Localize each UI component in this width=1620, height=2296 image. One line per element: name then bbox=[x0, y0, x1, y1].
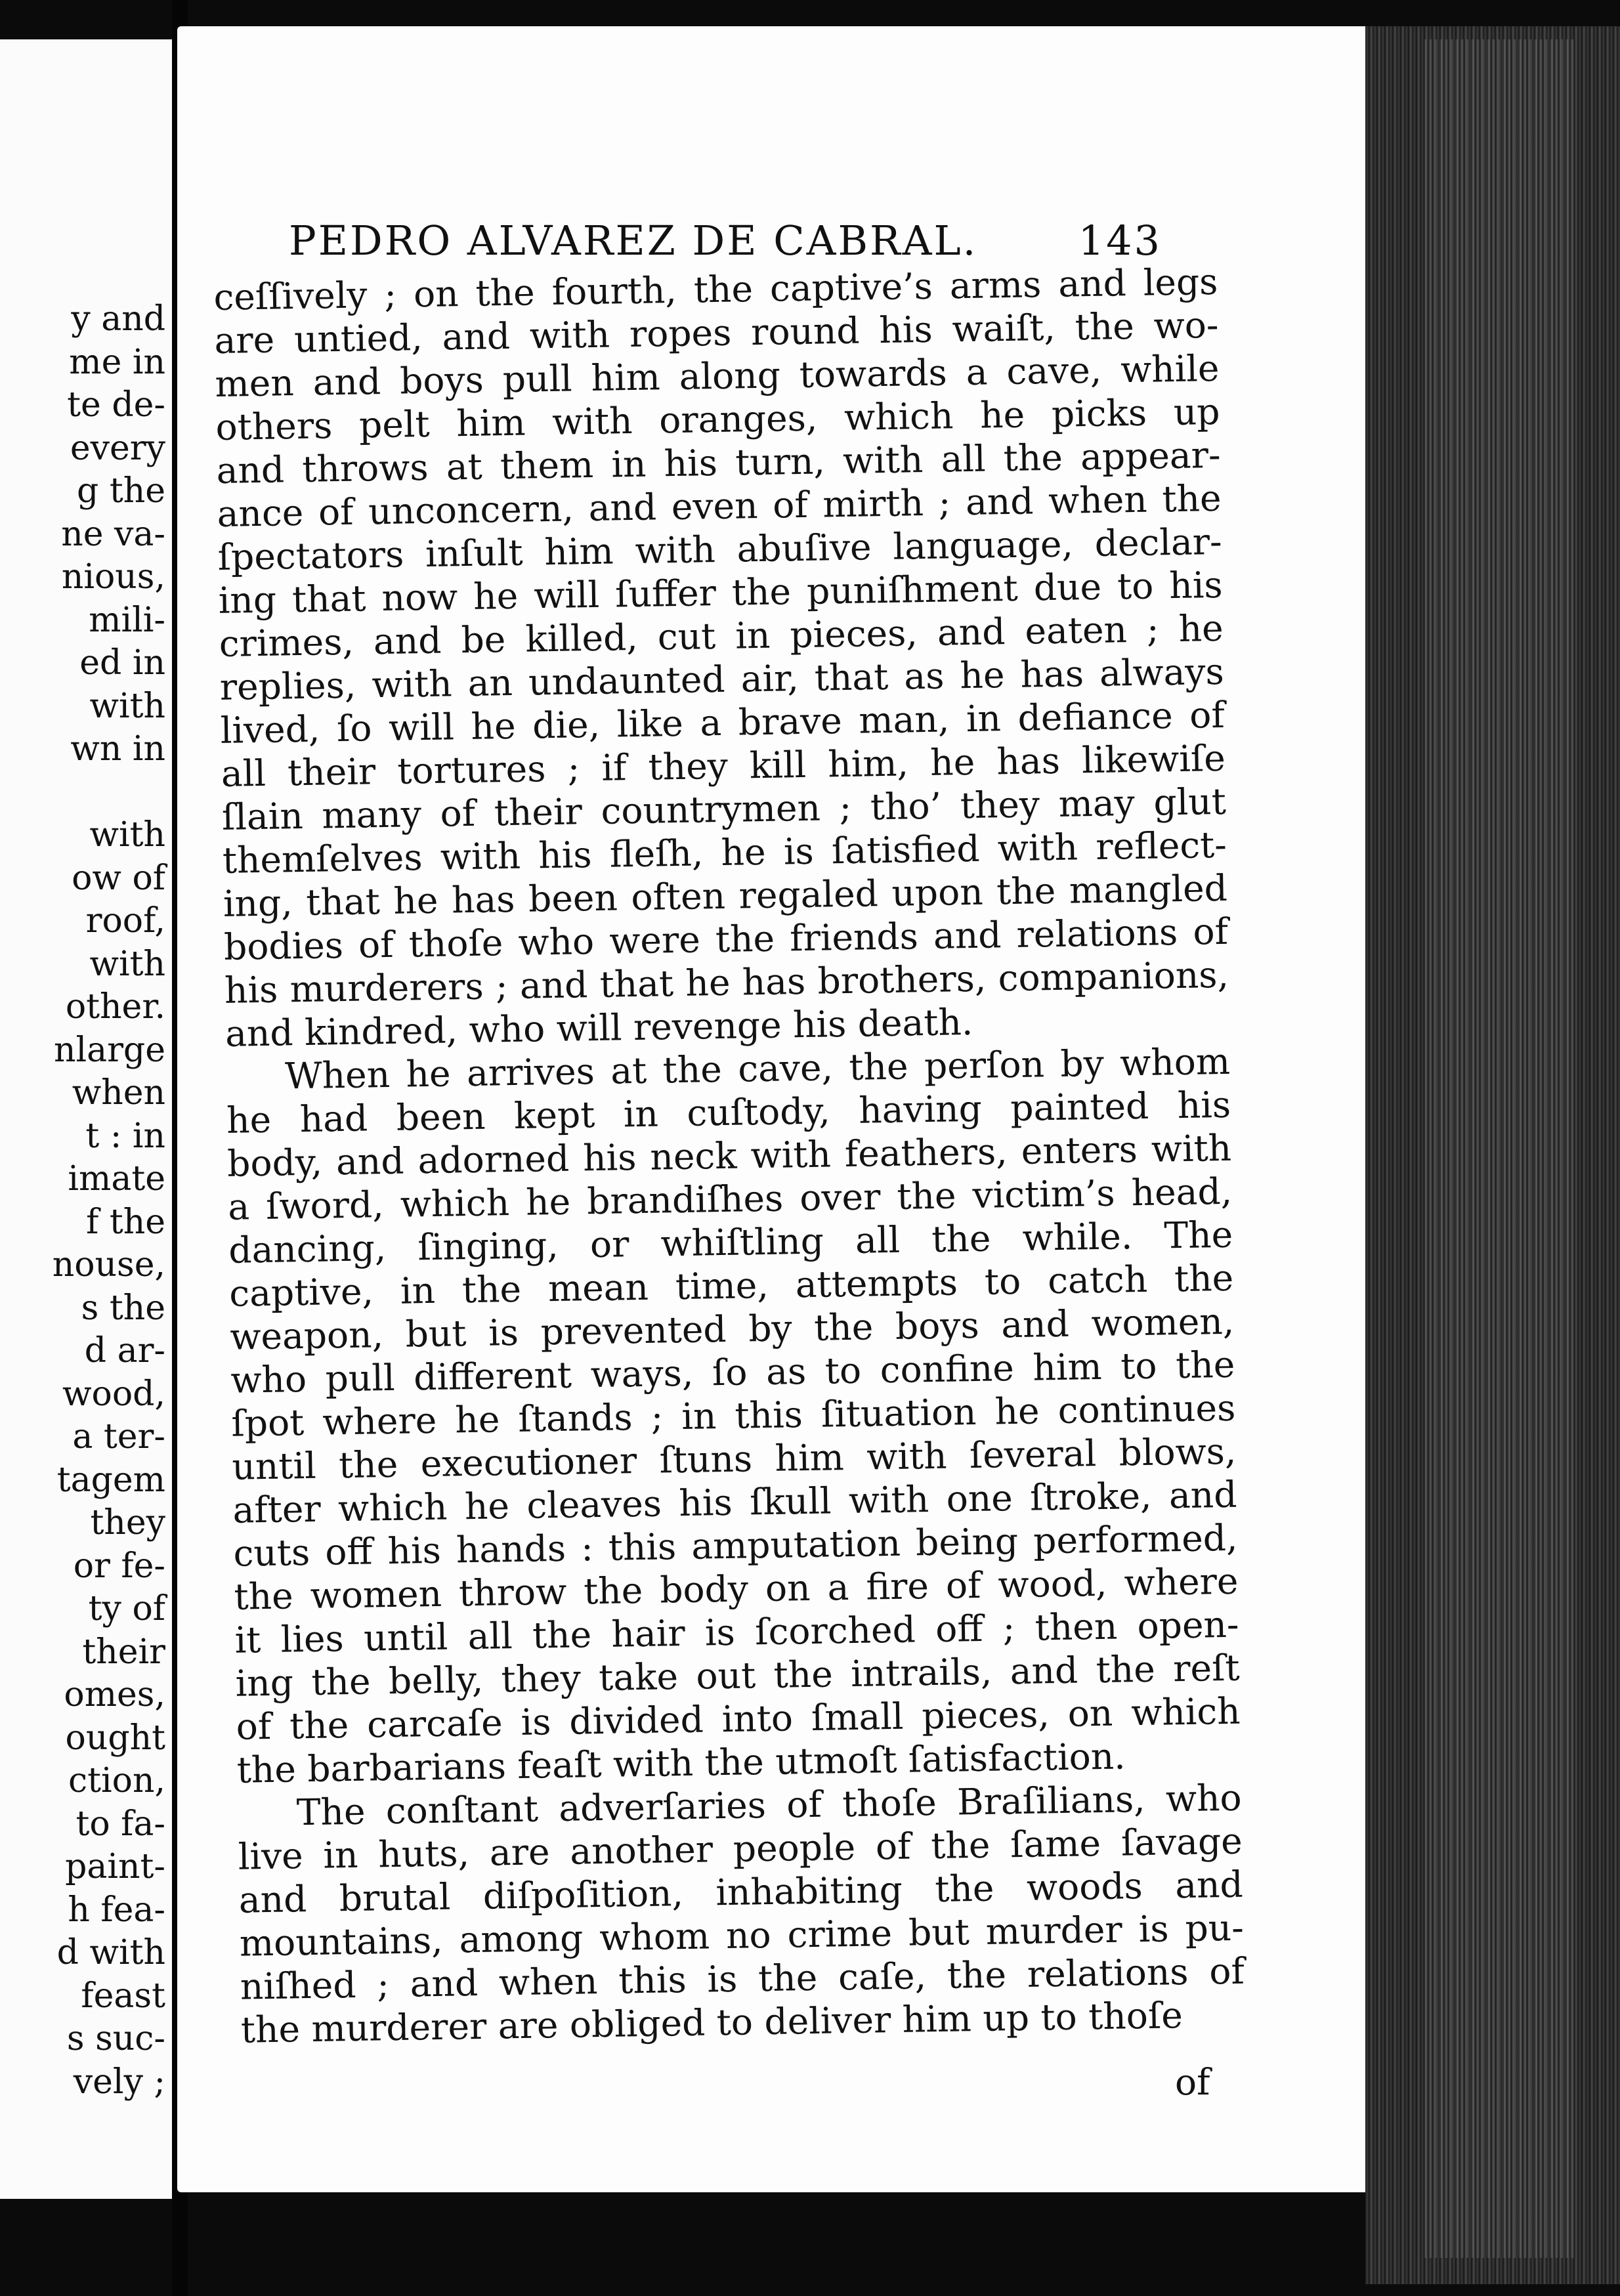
text-line: others pelt him with oranges, which he picks up bbox=[215, 390, 1220, 448]
text-line: and throws at them in his turn, with all the appear- bbox=[216, 433, 1221, 492]
page-number: 143 bbox=[1078, 217, 1162, 265]
left-page-fragment: ne va- bbox=[61, 514, 165, 554]
text-line: he had been kept in cuſtody, having painted his bbox=[226, 1083, 1231, 1141]
text-line: mountains, among whom no crime but murder is pu- bbox=[239, 1906, 1245, 1965]
left-page-fragment: wn in bbox=[70, 729, 165, 769]
text-line: crimes, and be killed, cut in pieces, and eaten ; he bbox=[219, 606, 1224, 665]
left-page-fragment: d ar- bbox=[84, 1331, 165, 1371]
left-page-fragment: paint- bbox=[65, 1847, 165, 1886]
left-facing-page bbox=[0, 39, 172, 2199]
left-page-fragment: their bbox=[82, 1632, 165, 1672]
left-page-fragment: nouse, bbox=[52, 1245, 165, 1285]
left-page-fragment: with bbox=[89, 944, 165, 984]
left-page-fragment: t : in bbox=[85, 1116, 165, 1156]
left-page-fragment: a ter- bbox=[72, 1417, 165, 1456]
left-page-fragment: or fe- bbox=[73, 1546, 165, 1586]
left-page-fragment: te de- bbox=[67, 385, 165, 425]
text-line: ing that now he will ſuffer the puniſhment due to his bbox=[218, 563, 1224, 622]
page-fore-edge-texture bbox=[1424, 39, 1575, 2258]
text-line: ing the belly, they take out the intrails, and the reſt bbox=[235, 1646, 1241, 1705]
left-page-fragment: roof, bbox=[85, 901, 165, 941]
page-header bbox=[289, 217, 1162, 269]
text-line: live in huts, are another people of the ſame ſavage bbox=[238, 1819, 1243, 1878]
left-page-fragment: ction, bbox=[68, 1761, 165, 1800]
left-page-fragment: y and bbox=[71, 299, 165, 339]
text-line: themſelves with his fleſh, he is ſatisfied with reflect- bbox=[222, 823, 1227, 882]
body-text bbox=[213, 260, 1245, 2052]
text-line: lived, ſo will he die, like a brave man, in defiance of bbox=[220, 693, 1226, 752]
text-line: ſpot where he ſtands ; in this ſituation he continues bbox=[230, 1386, 1236, 1445]
left-page-fragment: other. bbox=[65, 987, 165, 1027]
left-page-fragment: feast bbox=[81, 1976, 165, 2016]
left-page-fragment: tagem bbox=[56, 1460, 165, 1500]
left-page-fragment: with bbox=[89, 686, 165, 726]
left-page-fragment: mili- bbox=[89, 600, 165, 640]
left-page-fragment: ought bbox=[65, 1718, 165, 1758]
text-line: ance of unconcern, and even of mirth ; and when the bbox=[217, 477, 1222, 535]
text-line: the barbarians feaſt with the utmoſt ſatisfaction. bbox=[236, 1735, 1126, 1791]
left-page-fragment: ty of bbox=[88, 1589, 165, 1628]
text-line: all their tortures ; if they kill him, he has likewiſe bbox=[221, 736, 1226, 795]
left-page-fragment: every bbox=[70, 428, 165, 468]
left-page-fragment: ow of bbox=[72, 858, 165, 898]
text-line: the murderer are obliged to deliver him up to thoſe bbox=[240, 1994, 1183, 2051]
left-page-fragment: they bbox=[90, 1503, 165, 1542]
text-line: are untied, and with ropes round his waiſt, the wo- bbox=[214, 303, 1219, 362]
text-line: captive, in the mean time, attempts to catch the bbox=[228, 1256, 1234, 1315]
text-line: his murderers ; and that he has brothers, companions, bbox=[224, 953, 1229, 1011]
text-line: the women throw the body on a fire of wood, where bbox=[234, 1560, 1239, 1618]
text-line: bodies of thoſe who were the friends and relations of bbox=[223, 910, 1229, 968]
text-line: weapon, but is prevented by the boys and women, bbox=[229, 1300, 1235, 1358]
text-line: ceſſively ; on the fourth, the captive’s arms and legs bbox=[213, 260, 1218, 318]
catchword: of bbox=[1175, 2061, 1210, 2103]
left-page-fragment: f the bbox=[86, 1202, 165, 1242]
text-line: ſlain many of their countrymen ; tho’ they may glut bbox=[221, 780, 1227, 838]
left-page-fragment: d with bbox=[56, 1933, 165, 1972]
text-line: men and boys pull him along towards a cave, while bbox=[215, 347, 1220, 405]
text-line: ing, that he has been often regaled upon the mangled bbox=[223, 866, 1228, 925]
text-line: and brutal diſpoſition, inhabiting the woods and bbox=[238, 1863, 1244, 1921]
left-page-fragment: omes, bbox=[64, 1675, 165, 1714]
text-line: until the executioner ſtuns him with ſeveral blows, bbox=[232, 1430, 1237, 1488]
text-line: who pull different ways, ſo as to confine him to the bbox=[230, 1343, 1235, 1401]
text-line: ſpectators inſult him with abuſive language, declar- bbox=[217, 520, 1223, 578]
left-page-fragment: s suc- bbox=[66, 2019, 165, 2058]
left-page-fragment: nious, bbox=[61, 557, 165, 597]
text-line: body, and adorned his neck with feathers, enters with bbox=[226, 1126, 1232, 1185]
left-page-fragment: imate bbox=[68, 1159, 165, 1199]
left-page-fragment: wood, bbox=[62, 1374, 165, 1414]
left-page-fragment: me in bbox=[69, 342, 165, 382]
text-line: of the carcaſe is divided into ſmall pieces, on which bbox=[236, 1690, 1241, 1748]
left-page-fragment: h fea- bbox=[68, 1890, 165, 1930]
text-line: When he arrives at the cave, the perſon by whom bbox=[284, 1040, 1231, 1097]
text-line: dancing, ſinging, or whiſtling all the while. The bbox=[228, 1213, 1233, 1271]
left-page-fragment: s the bbox=[81, 1288, 165, 1328]
left-page-fragment: g the bbox=[77, 471, 165, 511]
running-head: PEDRO ALVAREZ DE CABRAL. bbox=[289, 217, 978, 265]
text-line: and kindred, who will revenge his death. bbox=[224, 1000, 973, 1055]
left-page-fragment: ed in bbox=[79, 643, 165, 683]
left-page-fragment: with bbox=[89, 815, 165, 855]
left-page-fragment: vely ; bbox=[73, 2062, 165, 2102]
text-line: a ſword, which he brandiſhes over the victim’s head, bbox=[227, 1170, 1233, 1228]
left-page-fragment: nlarge bbox=[53, 1030, 165, 1070]
text-line: The conſtant adverſaries of thoſe Braſilians, who bbox=[296, 1776, 1243, 1834]
text-line: it lies until all the hair is ſcorched off ; then open- bbox=[234, 1603, 1239, 1661]
left-page-fragment: when bbox=[72, 1073, 165, 1113]
text-line: after which he cleaves his ſkull with one ſtroke, and bbox=[232, 1473, 1237, 1531]
left-page-fragment: to fa- bbox=[75, 1804, 165, 1844]
text-line: replies, with an undaunted air, that as he has always bbox=[219, 650, 1225, 708]
text-line: niſhed ; and when this is the caſe, the relations of bbox=[240, 1949, 1245, 2008]
text-line: cuts off his hands : this amputation being performed, bbox=[233, 1516, 1238, 1575]
